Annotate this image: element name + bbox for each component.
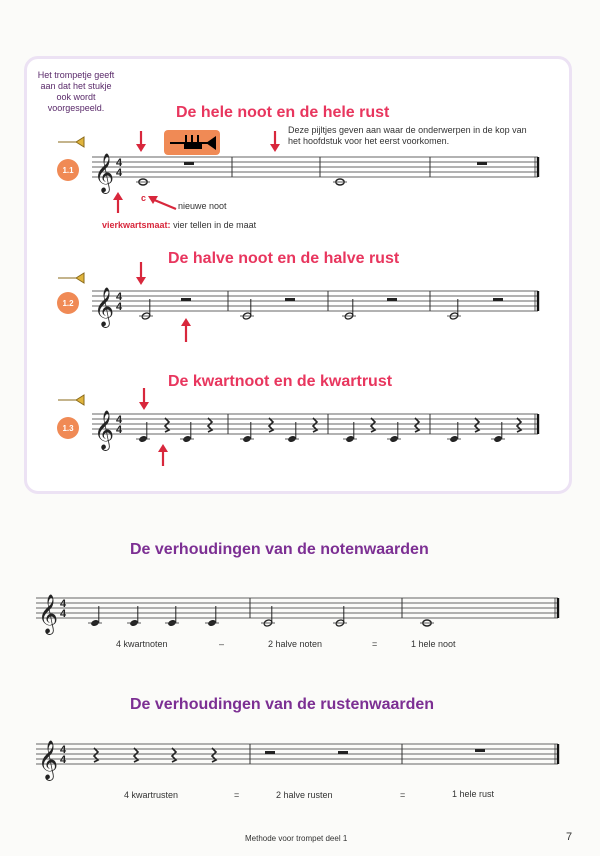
section-2-title: De halve noot en de halve rust xyxy=(168,250,400,267)
half-rest xyxy=(387,298,397,301)
whole-rest xyxy=(475,749,485,752)
time-signature-term: vierkwartsmaat: xyxy=(102,220,171,230)
equals-sign: = xyxy=(234,790,240,800)
note-name-c: c xyxy=(141,193,147,203)
whole-note-label: 1 hele noot xyxy=(411,639,456,649)
equals-sign: – xyxy=(219,639,225,649)
quarter-rest xyxy=(269,418,273,432)
footer-book-title: Methode voor trompet deel 1 xyxy=(245,834,348,843)
time-signature-bottom: 4 xyxy=(116,167,123,179)
half-rest xyxy=(181,298,191,301)
time-signature-bottom: 4 xyxy=(116,424,123,436)
quarter-rest xyxy=(94,748,98,762)
quarter-rest xyxy=(134,748,138,762)
red-arrow-up xyxy=(181,318,191,326)
treble-clef: 𝄞 xyxy=(94,410,115,450)
whole-rest xyxy=(477,162,487,165)
quarter-rest xyxy=(517,418,521,432)
arrows-note: Deze pijltjes geven aan waar de onderwerpen in de kop van het hoofdstuk voor het eerst voorkomen. xyxy=(288,125,527,146)
red-arrow-down xyxy=(136,144,146,152)
whole-rest-label: 1 hele rust xyxy=(452,789,495,799)
red-arrow-shaft xyxy=(152,199,176,209)
quarter-rest xyxy=(475,418,479,432)
time-signature-bottom: 4 xyxy=(60,754,67,766)
exercise-badge: 1.1 xyxy=(57,159,79,181)
time-signature-top: 4 xyxy=(60,598,67,610)
time-signature-top: 4 xyxy=(116,157,123,169)
quarter-rest xyxy=(212,748,216,762)
red-arrow-up xyxy=(113,192,123,200)
new-note-label: nieuwe noot xyxy=(178,201,227,211)
treble-clef: 𝄞 xyxy=(38,740,59,780)
quarter-notes-label: 4 kwartnoten xyxy=(116,639,168,649)
treble-clef: 𝄞 xyxy=(38,594,59,634)
quarter-rest xyxy=(371,418,375,432)
treble-clef: 𝄞 xyxy=(94,287,115,327)
time-signature-bottom: 4 xyxy=(116,301,123,313)
section-1-title: De hele noot en de hele rust xyxy=(176,104,390,121)
time-signature-bottom: 4 xyxy=(60,608,67,620)
red-arrow-down xyxy=(136,277,146,285)
time-signature-top: 4 xyxy=(116,414,123,426)
red-arrow-down xyxy=(139,402,149,410)
quarter-rests-label: 4 kwartrusten xyxy=(124,790,179,800)
quarter-rest xyxy=(208,418,212,432)
equals-sign: = xyxy=(400,790,406,800)
page-number: 7 xyxy=(566,831,573,843)
half-notes-label: 2 halve noten xyxy=(268,639,323,649)
rest-values-title: De verhoudingen van de rustenwaarden xyxy=(130,696,435,713)
time-signature-explanation: vier tellen in de maat xyxy=(173,220,257,230)
half-rest xyxy=(338,751,348,754)
exercise-badge: 1.3 xyxy=(57,417,79,439)
red-arrow-up xyxy=(158,444,168,452)
half-rest xyxy=(493,298,503,301)
equals-sign: = xyxy=(372,639,378,649)
whole-rest xyxy=(184,162,194,165)
section-3-title: De kwartnoot en de kwartrust xyxy=(168,373,393,390)
red-arrow-down xyxy=(270,144,280,152)
quarter-rest xyxy=(415,418,419,432)
time-signature-top: 4 xyxy=(116,291,123,303)
half-rest xyxy=(265,751,275,754)
quarter-rest xyxy=(165,418,169,432)
treble-clef: 𝄞 xyxy=(94,153,115,193)
exercise-badge: 1.2 xyxy=(57,292,79,314)
trumpet-note: Het trompetje geeft aan dat het stukje ook wordt voorgespeeld. xyxy=(37,70,115,113)
quarter-rest xyxy=(313,418,317,432)
time-signature-top: 4 xyxy=(60,744,67,756)
half-rest xyxy=(285,298,295,301)
quarter-rest xyxy=(172,748,176,762)
half-rests-label: 2 halve rusten xyxy=(276,790,333,800)
note-values-title: De verhoudingen van de notenwaarden xyxy=(130,541,429,558)
